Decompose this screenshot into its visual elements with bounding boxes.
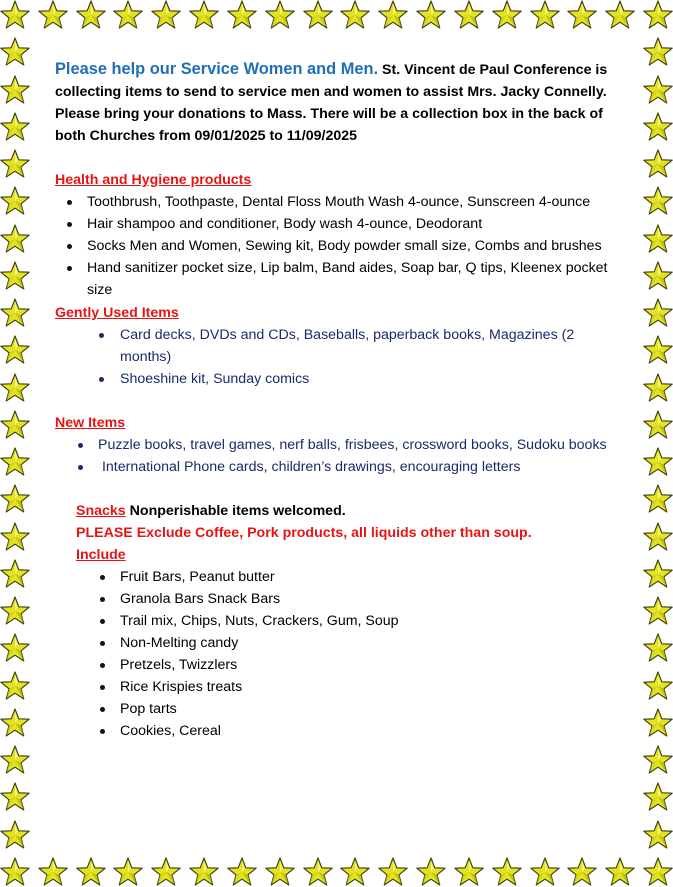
list-item: Non-Melting candy <box>120 632 617 654</box>
star-icon <box>643 708 673 738</box>
star-icon <box>340 857 370 887</box>
star-icon <box>0 820 30 850</box>
star-icon <box>492 857 522 887</box>
health-list <box>87 191 617 301</box>
star-icon <box>643 224 673 254</box>
new-items-heading: New Items <box>55 415 126 431</box>
star-icon <box>265 857 295 887</box>
star-icon <box>643 782 673 812</box>
star-icon <box>151 857 181 887</box>
star-icon <box>0 261 30 291</box>
star-icon <box>567 0 597 30</box>
snacks-exclude: PLEASE Exclude Coffee, Pork products, all liquids other than soup. <box>76 525 532 541</box>
star-icon <box>0 37 30 67</box>
star-icon <box>0 633 30 663</box>
list-item: Cookies, Cereal <box>120 720 617 742</box>
star-icon <box>0 857 30 887</box>
star-icon <box>0 149 30 179</box>
list-item: Toothbrush, Toothpaste, Dental Floss Mouth Wash 4-ounce, Sunscreen 4-ounce <box>87 191 617 213</box>
star-icon <box>643 37 673 67</box>
star-icon <box>492 0 522 30</box>
list-item: Card decks, DVDs and CDs, Baseballs, paperback books, Magazines (2 months) <box>120 324 617 368</box>
star-icon <box>643 75 673 105</box>
star-icon <box>0 522 30 552</box>
list-item: Granola Bars Snack Bars <box>120 588 617 610</box>
star-icon <box>227 857 257 887</box>
star-icon <box>0 410 30 440</box>
star-icon <box>530 857 560 887</box>
list-item: Puzzle books, travel games, nerf balls, frisbees, crossword books, Sudoku books <box>98 434 617 456</box>
snacks-list <box>120 566 617 742</box>
star-icon <box>76 857 106 887</box>
star-icon <box>643 671 673 701</box>
star-icon <box>0 596 30 626</box>
star-icon <box>227 0 257 30</box>
list-item: Hand sanitizer pocket size, Lip balm, Band aides, Soap bar, Q tips, Kleenex pocket size <box>87 257 617 301</box>
star-icon <box>38 857 68 887</box>
intro-lead: Please help our Service Women and Men. <box>55 60 379 78</box>
star-icon <box>113 857 143 887</box>
star-icon <box>454 0 484 30</box>
star-icon <box>643 559 673 589</box>
star-icon <box>113 0 143 30</box>
star-icon <box>643 633 673 663</box>
star-icon <box>643 112 673 142</box>
list-item: Hair shampoo and conditioner, Body wash 4-ounce, Deodorant <box>87 213 617 235</box>
health-heading: Health and Hygiene products <box>55 172 252 188</box>
star-icon <box>0 186 30 216</box>
intro-body: St. Vincent de Paul Conference is collecting items to send to service men and women to assist Mrs. Jacky Connelly. Please bring your donations to Mass. There will be a collection box in the back of both Churches from 09/01/2025 to 11/09/2025 <box>55 62 608 144</box>
star-icon <box>303 0 333 30</box>
star-icon <box>643 186 673 216</box>
star-icon <box>0 112 30 142</box>
snacks-heading: Snacks <box>76 503 126 519</box>
star-icon <box>0 373 30 403</box>
star-icon <box>0 224 30 254</box>
star-icon <box>378 857 408 887</box>
star-icon <box>643 522 673 552</box>
used-heading: Gently Used Items <box>55 305 179 321</box>
star-icon <box>567 857 597 887</box>
star-icon <box>643 0 673 30</box>
star-icon <box>416 857 446 887</box>
snacks-title-line <box>76 500 617 522</box>
star-icon <box>643 261 673 291</box>
star-icon <box>38 0 68 30</box>
star-icon <box>643 298 673 328</box>
star-icon <box>0 75 30 105</box>
star-icon <box>0 484 30 514</box>
star-icon <box>0 782 30 812</box>
snacks-include-label: Include <box>76 547 126 563</box>
intro-paragraph <box>55 58 617 147</box>
star-icon <box>378 0 408 30</box>
star-icon <box>189 0 219 30</box>
star-icon <box>643 373 673 403</box>
star-icon <box>643 596 673 626</box>
star-icon <box>643 149 673 179</box>
star-icon <box>265 0 295 30</box>
star-icon <box>643 447 673 477</box>
star-icon <box>0 559 30 589</box>
list-item: International Phone cards, children’s drawings, encouraging letters <box>98 456 617 478</box>
star-icon <box>0 708 30 738</box>
star-icon <box>76 0 106 30</box>
snacks-section <box>76 500 617 742</box>
list-item: Pretzels, Twizzlers <box>120 654 617 676</box>
star-icon <box>0 447 30 477</box>
star-icon <box>530 0 560 30</box>
star-icon <box>643 745 673 775</box>
star-icon <box>0 0 30 30</box>
star-icon <box>605 857 635 887</box>
flyer-content <box>55 58 617 742</box>
list-item: Trail mix, Chips, Nuts, Crackers, Gum, Soup <box>120 610 617 632</box>
list-item: Fruit Bars, Peanut butter <box>120 566 617 588</box>
star-icon <box>605 0 635 30</box>
star-icon <box>0 745 30 775</box>
snacks-note: Nonperishable items welcomed. <box>129 503 346 519</box>
star-icon <box>0 335 30 365</box>
list-item: Pop tarts <box>120 698 617 720</box>
star-icon <box>643 820 673 850</box>
new-items-list <box>98 434 617 478</box>
list-item: Shoeshine kit, Sunday comics <box>120 368 617 390</box>
star-icon <box>0 298 30 328</box>
star-icon <box>643 410 673 440</box>
star-icon <box>189 857 219 887</box>
star-icon <box>416 0 446 30</box>
star-icon <box>643 335 673 365</box>
star-icon <box>303 857 333 887</box>
list-item: Socks Men and Women, Sewing kit, Body powder small size, Combs and brushes <box>87 235 617 257</box>
star-icon <box>340 0 370 30</box>
star-icon <box>151 0 181 30</box>
star-icon <box>0 671 30 701</box>
star-icon <box>454 857 484 887</box>
star-icon <box>643 484 673 514</box>
star-icon <box>643 857 673 887</box>
used-list <box>120 324 617 390</box>
list-item: Rice Krispies treats <box>120 676 617 698</box>
